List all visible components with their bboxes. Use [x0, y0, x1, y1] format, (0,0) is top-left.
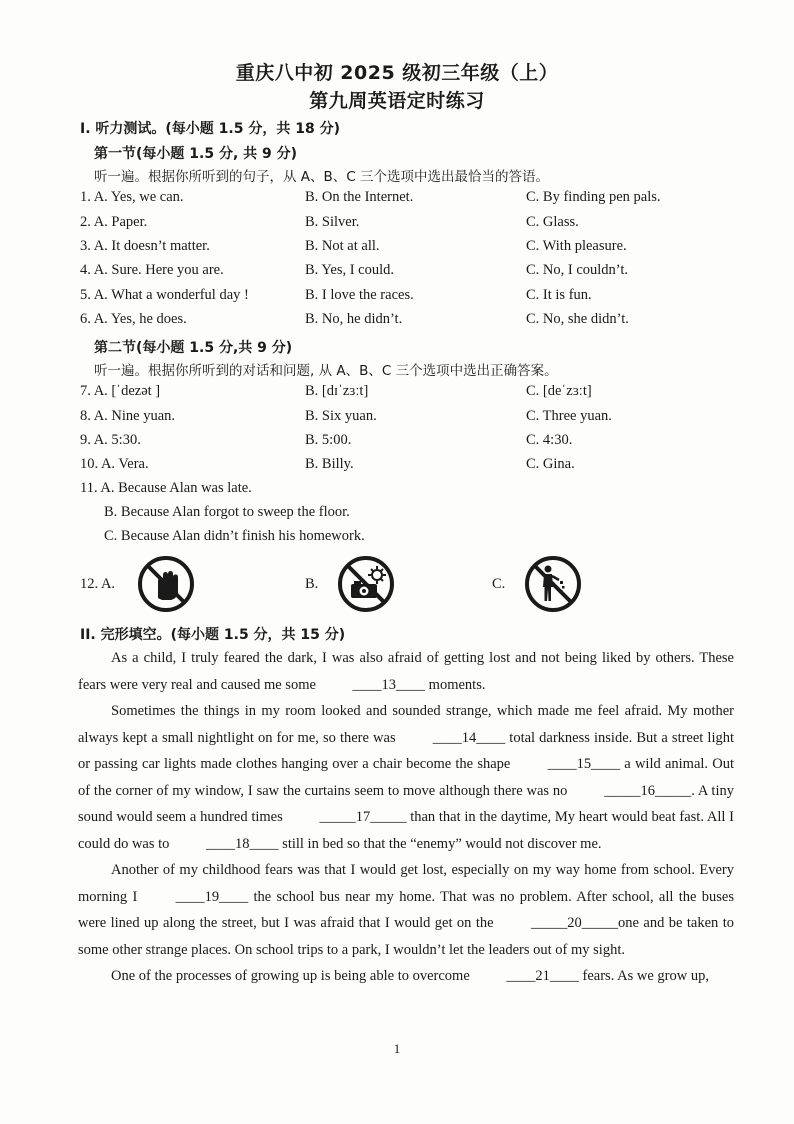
q11-option-a: 11. A. Because Alan was late. [80, 480, 252, 496]
option-c: C. It is fun. [526, 287, 592, 303]
part2-heading: II. 完形填空。(每小题 1.5 分，共 15 分) [80, 627, 346, 643]
blank-19[interactable]: ____19____ [175, 888, 249, 905]
question-row [80, 408, 740, 430]
q12-label-b: B. [305, 576, 319, 592]
section1-instruction: 听一遍。根据你所听到的句子，从 A、B、C 三个选项中选出最恰当的答语。 [94, 169, 550, 185]
option-c: C. No, I couldn’t. [526, 262, 629, 278]
paragraph [78, 963, 734, 990]
cloze-passage [78, 645, 734, 990]
option-c: C. With pleasure. [526, 238, 627, 254]
option-a: 3. A. It doesn’t matter. [80, 238, 210, 254]
paragraph-text: fears. As we grow up, [578, 968, 709, 984]
question-row [80, 432, 740, 454]
paragraph-text: still in bed so that the “enemy” would not discover me. [278, 835, 602, 852]
no-touching-icon [137, 555, 195, 613]
option-b: B. 5:00. [305, 432, 352, 448]
question-row [80, 456, 740, 478]
exam-subtitle: 第九周英语定时练习 [309, 90, 485, 112]
option-b: B. I love the races. [305, 287, 414, 303]
option-c: C. 4:30. [526, 432, 573, 448]
paragraph [78, 857, 734, 963]
option-a: 1. A. Yes, we can. [80, 189, 184, 205]
blank-13[interactable]: ____13____ [352, 676, 426, 693]
option-c: C. By finding pen pals. [526, 189, 661, 205]
paragraph-text: one and be taken to some other strange places. On school trips to a park, I wouldn’t let the leaders out of my sight. [78, 915, 734, 958]
option-a: 6. A. Yes, he does. [80, 311, 187, 327]
blank-16[interactable]: _____16_____ [604, 782, 692, 799]
section2-instruction: 听一遍。根据你所听到的对话和问题, 从 A、B、C 三个选项中选出正确答案。 [94, 363, 558, 379]
option-b: B. Silver. [305, 214, 360, 230]
option-c: C. [deˈzɜːt] [526, 383, 592, 399]
option-b: B. On the Internet. [305, 189, 414, 205]
blank-15[interactable]: ____15____ [547, 756, 621, 772]
paragraph-text: the school bus near my home. That was no problem. After school, all the buses were lined up along the street, but I was afraid that I would get on the [78, 888, 735, 931]
q12-label-c: C. [492, 576, 506, 592]
blank-21[interactable]: ____21____ [506, 968, 579, 984]
question-row [80, 262, 740, 284]
question-row [80, 238, 740, 260]
section2-heading: 第二节(每小题 1.5 分,共 9 分) [94, 340, 293, 356]
paragraph-text: One of the processes of growing up is being able to overcome [111, 968, 474, 984]
part1-heading: I. 听力测试。(每小题 1.5 分，共 18 分) [80, 121, 340, 137]
blank-20[interactable]: _____20_____ [531, 915, 619, 931]
option-a: 10. A. Vera. [80, 456, 149, 472]
blank-18[interactable]: ____18____ [206, 835, 279, 852]
option-b: B. Billy. [305, 456, 354, 472]
option-c: C. No, she didn’t. [526, 311, 629, 327]
question-row [80, 287, 740, 309]
question-row [80, 311, 740, 333]
option-c: C. Gina. [526, 456, 575, 472]
paragraph-text: total darkness inside. But a street light or passing car lights made clothes hanging over a chair become the shape [78, 729, 735, 772]
q11-option-c: C. Because Alan didn’t finish his homework. [104, 528, 365, 544]
blank-17[interactable]: _____17_____ [319, 809, 407, 825]
section1-heading: 第一节(每小题 1.5 分, 共 9 分) [94, 146, 298, 162]
paragraph-text: moments. [425, 676, 486, 693]
question-row [80, 383, 740, 405]
paragraph-text: than that in the daytime, My heart would beat fast. All I could do was to [78, 809, 734, 852]
option-b: B. Six yuan. [305, 408, 377, 424]
page-number: 1 [393, 1041, 401, 1056]
option-c: C. Glass. [526, 214, 579, 230]
option-c: C. Three yuan. [526, 408, 612, 424]
option-a: 7. A. [ˈdezət ] [80, 383, 161, 399]
question-row [80, 214, 740, 236]
paragraph-text: a wild animal. Out of the corner of my window, I saw the curtains seem to move although there was no [78, 756, 735, 799]
no-littering-icon [524, 555, 582, 613]
option-a: 4. A. Sure. Here you are. [80, 262, 224, 278]
option-a: 2. A. Paper. [80, 214, 148, 230]
blank-14[interactable]: ____14____ [432, 729, 506, 746]
option-b: B. No, he didn’t. [305, 311, 403, 327]
option-a: 8. A. Nine yuan. [80, 408, 176, 424]
q12-label-a: 12. A. [80, 576, 116, 592]
paragraph-text: . A tiny sound would seem a hundred times [78, 782, 734, 825]
option-b: B. Yes, I could. [305, 262, 395, 278]
option-b: B. [dɪˈzɜːt] [305, 383, 369, 399]
option-a: 9. A. 5:30. [80, 432, 141, 448]
paragraph-text: Another of my childhood fears was that I would get lost, especially on my way home from school. Every morning I [78, 862, 734, 905]
question-row [80, 189, 740, 211]
paragraph [78, 645, 734, 698]
exam-title: 重庆八中初 2025 级初三年级（上） [235, 62, 559, 84]
paragraph [78, 698, 734, 857]
paragraph-text: As a child, I truly feared the dark, I was also afraid of getting lost and not being liked by others. These fears were very real and caused me some [78, 650, 734, 693]
q11-option-b: B. Because Alan forgot to sweep the floor. [104, 504, 350, 520]
option-b: B. Not at all. [305, 238, 380, 254]
no-photography-icon [337, 555, 395, 613]
paragraph-text: Sometimes the things in my room looked and sounded strange, which made me feel afraid. My mother always kept a small nightlight on for me, so there was [78, 703, 734, 746]
option-a: 5. A. What a wonderful day ! [80, 287, 249, 303]
